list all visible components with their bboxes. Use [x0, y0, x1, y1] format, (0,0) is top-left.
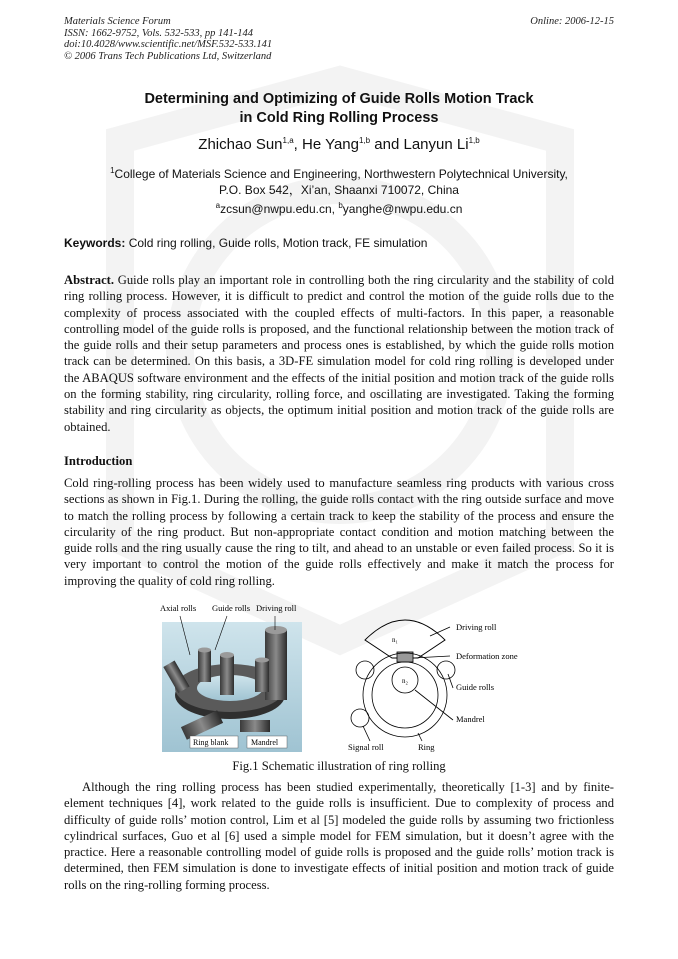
author-1: Zhichao Sun [198, 136, 283, 153]
keywords-label: Keywords: [64, 236, 126, 250]
figure-caption: Fig.1 Schematic illustration of ring rolling [232, 759, 446, 773]
copyright: © 2006 Trans Tech Publications Ltd, Switzerland [64, 50, 272, 62]
abstract [64, 272, 614, 435]
abstract-label: Abstract. [64, 273, 115, 287]
label-ring: Ring [418, 742, 435, 752]
label-deformation-zone: Deformation zone [456, 651, 518, 661]
label-guide-rolls-left: Guide rolls [212, 603, 251, 613]
introduction-paragraph-1: Cold ring-rolling process has been widely used to manufacture seamless ring products with various cross sections as shown in Fig.1. During the rolling, the guide rolls contact with the ring outside surface and move to match the rolling process by following a certain track to keep the stability of the process and ensure the circularity of the ring product. But non-appropriate contact condition and motion matching between the guide rolls and the ring usually cause the ring to tilt, and ahead to an unstable or even failed process. So it is very important to control the motion of the guide rolls effectively and make it match the process for improving the quality of cold ring rolling. [64, 476, 614, 588]
doi: doi:10.4028/www.scientific.net/MSF.532-533.141 [64, 39, 273, 50]
affiliation-line-1: College of Materials Science and Engineering, Northwestern Polytechnical University, [114, 167, 568, 181]
figure-1 [160, 600, 555, 755]
author-emails [0, 201, 678, 216]
author-2-sup: 1,b [359, 136, 371, 145]
title-line-2: in Cold Ring Rolling Process [239, 110, 439, 126]
label-guide-rolls-right: Guide rolls [456, 682, 495, 692]
label-driving-roll-left: Driving roll [256, 603, 297, 613]
introduction-paragraph-2: Although the ring rolling process has been studied experimentally, theoretically [1-3] and by finite-element techniques [4], work related to the guide rolls is insufficient. Due to complexity of process and difficulty of guide rolls’ motion control, Lim et al [5] modeled the guide rolls by assuming two frictionless cylindrical surfaces, Guo et al [6] used a simple model for FEM simulation, but it doesn’t agree with the practice. Here a reasonable controlling model of guide rolls is proposed and the guide rolls’ motion track is determined, then FEM simulation is done to investigate effects of initial position and motion track of guide rolls on the ring-rolling forming process. [64, 780, 614, 892]
journal-name: Materials Science Forum [64, 16, 171, 27]
label-n1: n₁ [392, 636, 398, 644]
label-mandrel-right: Mandrel [456, 714, 485, 724]
label-mandrel-left: Mandrel [251, 738, 279, 747]
label-signal-roll: Signal roll [348, 742, 384, 752]
abstract-text: Guide rolls play an important role in controlling both the ring circularity and the stability of cold ring rolling process. However, it is difficult to predict and control the motion of the guide rolls due to the complexity of process associated with the coupled effects of multi-factors. In this paper, a reasonable controlling model of the guide rolls is proposed, and the functional relationship between the motion track of the guide rolls and their setup parameters and process ones is established, by which the guide rolls motion track can be determined. On this basis, a 3D-FE simulation model for cold ring rolling is developed under the ABAQUS software environment and the effects of the initial position and motion track of the guide rolls on the forming stability, ring circularity, rolling force, and oscillating are investigated. Taking the forming stability and ring circularity as objects, the optimum initial position and motion track of the guide rolls are obtained. [64, 273, 614, 434]
label-n2: n₂ [402, 677, 408, 685]
label-ring-blank: Ring blank [193, 738, 229, 747]
introduction-heading: Introduction [64, 454, 133, 468]
author-1-sup: 1,a [282, 136, 294, 145]
keywords-text: Cold ring rolling, Guide rolls, Motion track, FE simulation [125, 236, 428, 250]
title-line-1: Determining and Optimizing of Guide Rolls Motion Track [144, 91, 534, 107]
ring-rolling-3d-image [162, 616, 302, 752]
author-sep-2: and [370, 136, 404, 153]
author-2: He Yang [302, 136, 359, 153]
author-3-sup: 1,b [468, 136, 480, 145]
affiliation [0, 163, 678, 198]
affiliation-sup: 1 [110, 166, 115, 175]
email-a: zcsun@nwpu.edu.cn, [220, 202, 339, 216]
label-driving-roll-right: Driving roll [456, 622, 497, 632]
online-date: Online: 2006-12-15 [530, 16, 614, 27]
keywords [64, 236, 614, 250]
author-sep-1: , [293, 136, 302, 153]
label-axial-rolls: Axial rolls [160, 603, 197, 613]
journal-header [64, 16, 614, 62]
author-list [0, 136, 678, 153]
author-3: Lanyun Li [403, 136, 469, 153]
email-b-sup: b [338, 201, 343, 210]
email-b: yanghe@nwpu.edu.cn [342, 202, 463, 216]
affiliation-line-2: P.O. Box 542，Xi’an, Shaanxi 710072, China [219, 183, 459, 197]
issn: ISSN: 1662-9752, Vols. 532-533, pp 141-144 [64, 27, 253, 39]
email-a-sup: a [215, 201, 221, 210]
paper-title [0, 90, 678, 128]
